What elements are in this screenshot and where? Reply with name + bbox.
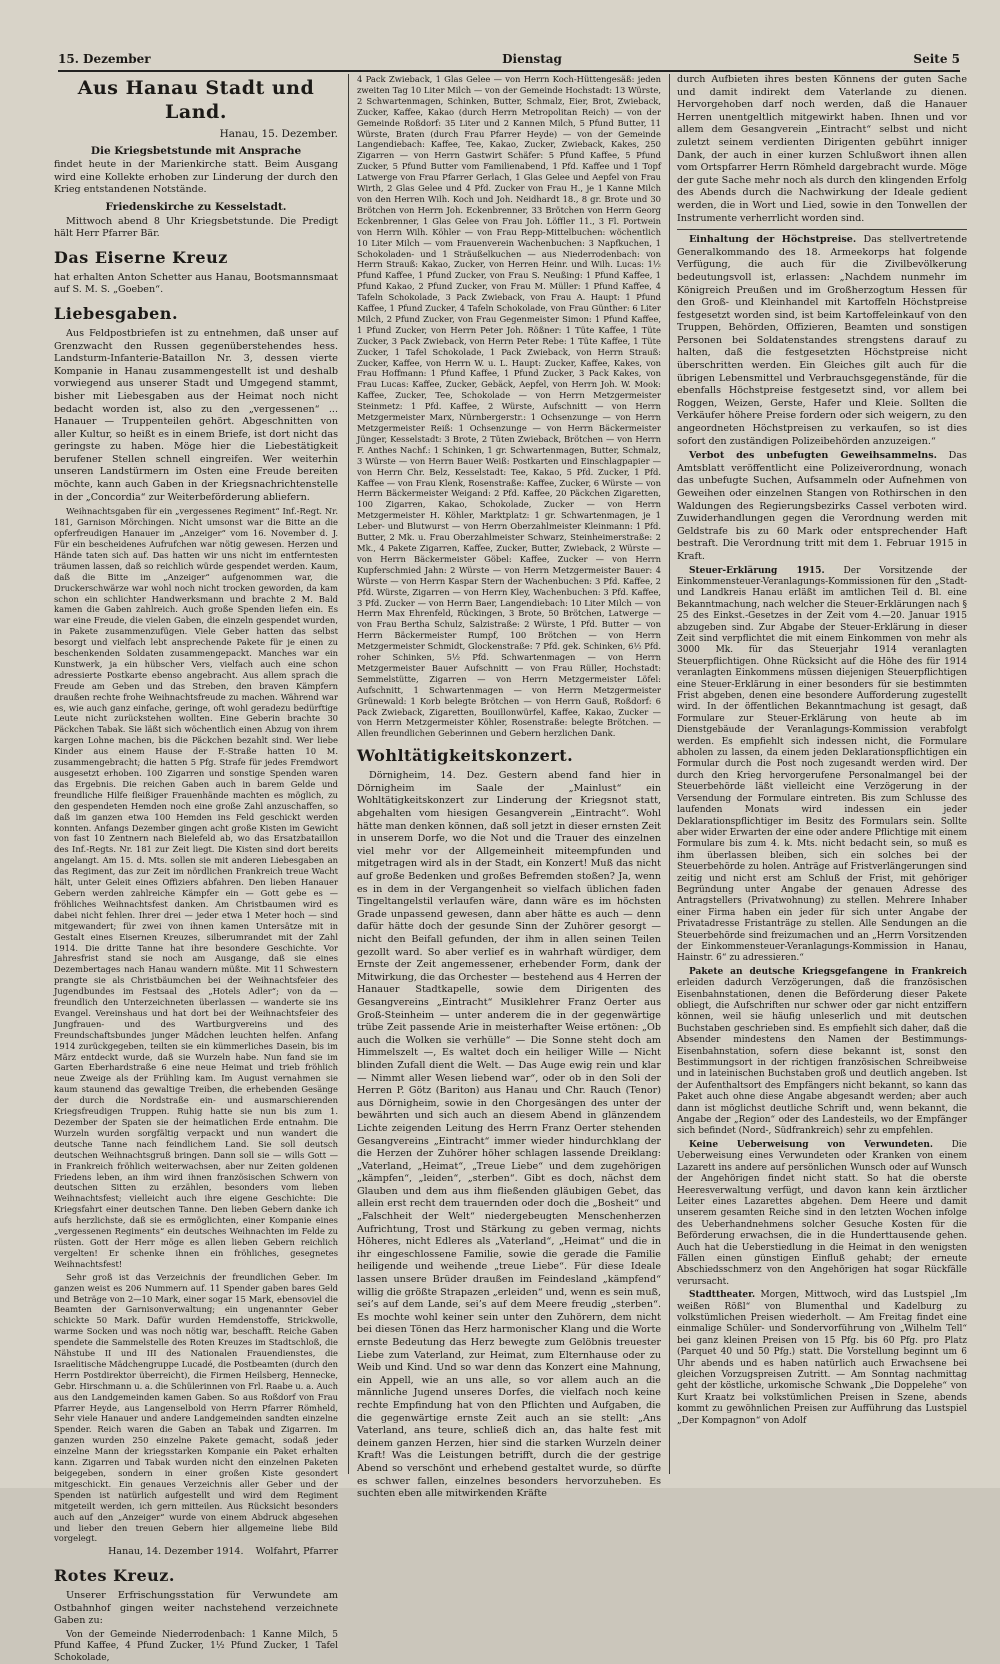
section-title-hanau: Aus Hanau Stadt und Land. [77,77,315,123]
steuer-text: Der Vorsitzende der Einkommensteuer-Veranlagungs-Kommissionen für den „Stadt- und Landkreis Hanau erläßt im amtlichen Teil d. Bl. eine Bekanntmachung, nach welcher die Steuer-Erklärungen nach § 25 des Einkst.-Gesetzes in der Zeit vom 4.—20. Januar 1915 abzugeben sind. Zur Abgabe der Steuer-Erklärung in dieser Zeit sind verpflichtet die mit einem Einkommen von mehr als 3000 Mk. für das Steuerjahr 1914 veranlagten Steuerpflichtigen. Ohne Rücksicht auf die Höhe des für 1914 veranlagten Einkommens müssen diejenigen Steuerpflichtigen eine Steuer-Erklärung in einer besonders für sie bestimmten Frist abgeben, denen eine besondere Aufforderung zugestellt wird. In der öffentlichen Bekanntmachung ist gesagt, daß Formulare zur Steuer-Erklärung von heute ab im Dienstgebäude der Veranlagungs-Kommission verabfolgt werden. Es empfiehlt sich indessen nicht, die Formulare abholen zu lassen, da einem jeden Deklarationspflichtigen ein Formular durch die Post noch zugesandt werden wird. Der durch den Krieg hervorgerufene Personalmangel bei der Steuerbehörde läßt vielleicht eine Verzögerung in der Versendung der Formulare eintreten. Bis zum Schlusse des laufenden Monats wird indessen ein jeder Deklarationspflichtiger im Besitz des Formulars sein. Sollte aber wider Erwarten der eine oder andere Pflichtige mit einem Formulare bis zum 4. k. Mts. nicht bedacht sein, so muß es ihm überlassen bleiben, sich ein solches bei der Steuerbehörde zu holen. Anträge auf Fristverlängerungen sind zeitig und nicht erst am Schluß der Frist, mit gehöriger Begründung unter Angabe der genauen Adresse des Antragstellers (Privatwohnung) zu stellen. Mehrere Inhaber einer Firma haben ein jeder für sich unter Angabe der Privatadresse Fristanträge zu stellen. Alle Sendungen an die Steuerbehörde sind freizumachen und an „Herrn Vorsitzenden der Einkommensteuer-Veranlagungs-Kommission in Hanau, Hainstr. 6“ zu adressieren.“ [677,565,967,964]
geweih-item [677,450,967,563]
hoechstpreise-text: Das stellvertretende Generalkommando des 18. Armeekorps hat folgende Verfügung, die auch für die Zivilbevölkerung bedeutungsvoll ist, erlassen: „Nachdem nunmehr im Königreich Preußen und im Großherzogtum Hessen für den Groß- und Kleinhandel mit Kartoffeln Höchstpreise festgesetzt worden sind, ist beim Kartoffeleinkauf von den Truppen, Behörden, Offizieren, Beamten und sonstigen Personen bei Soldatenstandes strengstens darauf zu halten, daß die festgesetzten Höchstpreise nicht überschritten werden. Ein Gleiches gilt auch für die übrigen Lebensmittel und Verbrauchsgegenstände, für die ebenfalls Höchstpreise festgesetzt sind, vor allem bei Roggen, Weizen, Gerste, Hafer und Kleie. Sollten die Verkäufer höhere Preise fordern oder sich weigern, zu den angeordneten Höchstpreisen zu verkaufen, so ist dies sofort den zuständigen Polizeibehörden anzuzeigen.“ [677,234,967,447]
eisernes-kreuz-text: hat erhalten Anton Schetter aus Hanau, Bootsmannsmaat auf S. M. S. „Goeben“. [54,271,338,296]
theater-text: Morgen, Mittwoch, wird das Lustspiel „Im weißen Rößl“ von Blumenthal und Kadelburg zu volkstümlichen Preisen wiederholt. — Am Freitag findet eine einmalige Schüler- und Sondervorführung von „Wilhelm Tell“ bei ganz kleinen Preisen von 15 Pfg. bis 60 Pfg. pro Platz (Parquet 40 und 50 Pfg.) statt. Die Vorstellung beginnt um 6 Uhr abends und es haben natürlich auch Erwachsene bei gleichen Vorzugspreisen Zutritt. — Am Sonntag nachmittag geht der köstliche, urkomische Schwank „Die Doppelehe“ von Kurt Kraatz bei volkstümlichen Preisen in Szene, abends kommt zu gewöhnlichen Preisen zur Aufführung das Lustspiel „Der Kompagnon“ von Adolf [677,1290,967,1426]
column-3 [677,74,967,1474]
rotes-kreuz-heading: Rotes Kreuz. [54,1565,175,1585]
liebesgaben-paragraph-2: Weihnachtsgaben für ein „vergessenes Regiment“ Inf.-Regt. Nr. 181, Garnison Mörchingen. Nicht umsonst war die Bitte an die opferfreudigen Hanauer im „Anzeiger“ vom 16. November d. J. Für ein bescheidenes Aufrufchen war nötig gewesen. Herzen und Hände taten sich auf. Das hatten wir uns nicht im entferntesten träumen lassen, daß so reichlich würde gespendet werden. Kaum, daß die Bitte im „Anzeiger“ aufgenommen war, die Druckerschwärze war wohl noch nicht trocken geworden, da kam schon ein schlichter Handwerksmann und brachte 2 M. Bald kamen die Gaben zahlreich. Auch große Spenden liefen ein. Es war eine Freude, die vielen Gaben, die einzeln gespendet wurden, in Pakete zusammenzufügen. Viele Geber hatten das selbst besorgt und vielfach lebt ansprechende Pakete für je einen zu beschenkenden Soldaten zusammengepackt. Manches war ein Kunstwerk, ja ein hübscher Vers, vielfach auch eine schon adressierte Postkarte ebenso angebracht. Aus allem sprach die Freude am Geben und das Streben, den braven Kämpfern draußen rechte frohe Weihnachtsfreude zu machen. Während war es, wie auch ganz einfache, geringe, oft wohl geradezu bedürftige Leute nicht zurückstehen wollten. Eine Geberin brachte 30 Päckchen Tabak. Sie läßt sich wöchentlich einen Abzug von ihrem kargen Lohne machen, bis die Päckchen bezahlt sind. Wer liebe Kinder aus einem Hause der F.-Straße hatten 10 M. zusammengebracht; die hatten 5 Pfg. Strafe für jedes Fremdwort ausgesetzt erhoben. 100 Zigarren und sonstige Spenden waren das Ergebnis. Die reichen Gaben auch in barem Gelde und freundliche Hilfe fleißiger Frauenhände machten es möglich, zu den gespendeten Hemden noch eine große Zahl anzuschaffen, so daß im ganzen etwa 100 Hemden ins Feld geschickt werden konnten. Anfangs Dezember gingen acht große Kisten im Gewicht von fast 10 Zentnern nach Bielefeld ab, wo das Ersatzbataillon des Inf.-Regts. Nr. 181 zur Zeit liegt. Die Kisten sind dort bereits angelangt. Am 15. d. Mts. sollen sie mit anderen Liebesgaben an das Regiment, das zur Zeit im nördlichen Frankreich treue Wacht hält, unter Geleit eines Offiziers abfahren. Den lieben Hanauer Gebern werden zahlreiche Kämpfer ein — Gott gebe es — fröhliches Weihnachtsfest danken. Am Christbaumen wird es dabei nicht fehlen. Ihrer drei — jeder etwa 1 Meter hoch — sind mitgewandert; für zwei von ihnen kamen Untersätze mit in Gestalt eines Eisernen Kreuzes, silberumrandet mit der Zahl 1914. Die dritte Tanne hat ihre besondere Geschichte. Vor Jahresfrist stand sie noch am Ausgange, daß sie eines Dezembertages nach Hanau wandern müßte. Mit 11 Schwestern prangte sie als Christbäumchen bei der Weihnachtsfeier des Jugendbundes im Festsaal des „Hotels Adler“; von da — freundlich den Unterzeichneten überlassen — wanderte sie ins Evangel. Vereinshaus und hat dort bei der Weihnachtsfeier des Jungfrauen- und des Wartburgvereins und des Freundschaftsbundes junger Mädchen leuchten helfen. Anfang 1914 zurückgegeben, teilten sie ein kümmerliches Dasein, bis im März entdeckt wurde, daß sie Wurzeln habe. Nun fand sie im Garten Eberhardstraße 6 eine neue Heimat und trieb fröhlich neue Zweige als der Frühling kam. Im August vernahmen sie kaum staunend das gewaltige Treiben, die erhebenden Gesänge der durch die Nordstraße ein- und ausmarschierenden Kriegsfreudigen Truppen. Ruhig hatte sie nun bis zum 1. Dezember der Spaten sie der heimatlichen Erde entnahm. Die Wurzeln wurden sorgfältig verpackt und nun wandert die deutsche Tanne nach feindlichem Land. Sie soll deutsch deutschen Weihnachtsgruß bringen. Dann soll sie — wills Gott — in Frankreich fröhlich weiterwachsen, aber nur Zeiten goldenen Friedens leben, an ihm wird ihnen französischen Schwern von deutschen Sitten zu erzählen, besonders vom lieben Weihnachtsfest; vielleicht auch ihre eigene Geschichte: Die Kriegsfahrt einer deutschen Tanne. Den lieben Gebern danke ich aufs herzlichste, daß sie es ermöglichten, einer Kompanie eines „vergessenen Regiments“ ein deutsches Weihnachten im Felde zu rüsten. Gott der Herr möge es allen lieben Gebern reichlich vergelten! Er schenke ihnen ein fröhliches, gesegnetes Weihnachtsfest! [54,506,338,1269]
liebesgaben-paragraph-3: Sehr groß ist das Verzeichnis der freundlichen Geber. Im ganzen weist es 206 Nummern auf. 11 Spender gaben bares Geld und Beträge von 2—10 Mark, einer sogar 15 Mark, ebensoviel die Beamten der Garnisonverwaltung; ein ungenannter Geber schickte 50 Mark. Dafür wurden Hemdenstoffe, Strickwolle, warme Socken und was noch nötig war, beschafft. Reiche Gaben spendete die Sammelstelle des Roten Kreuzes im Stadtschloß, die Nähstube II und III des Nationalen Frauendienstes, die Israelitische Mädchengruppe Lucadé, die Postbeamten (durch den Herrn Postdirektor überreicht), die Firmen Heilsberg, Hennecke, Gebr. Hirschmann u. a. die Schülerinnen von Frl. Raabe u. a. Auch aus den Landgemeinden kamen Gaben. So aus Roßdorf von Frau Pfarrer Heyde, aus Langenselbold von Herrn Pfarrer Römheld, Sehr viele Hanauer und andere Landgemeinden sandten einzelne Spender. Reich waren die Gaben an Tabak und Zigarren. Im ganzen wurden 250 einzelne Pakete gemacht, sodaß jeder einzelne Mann der kriegsstarken Kompanie ein Paket erhalten kann. Zigarren und Tabak wurden nicht den einzelnen Paketen beigegeben, sondern in einer großen Kiste gesondert mitgeschickt. Ein genaues Verzeichnis aller Geber und der Spenden ist natürlich aufgestellt und wird dem Regiment mitgeteilt werden, ich gern mitteilen. Aus Rücksicht besonders auch auf den „Anzeiger“ wurde von einem Abdruck abgesehen und lieber den treuen Gebern hier allgemeine liebe Bild vorgelegt. [54,1271,338,1544]
konzert-heading: Wohltätigkeitskonzert. [357,746,574,766]
column-divider-1 [348,74,349,1474]
signature-name: Wolfahrt, Pfarrer [255,1546,338,1558]
hoechstpreise-item [677,234,967,448]
pakete-heading: Pakete an deutsche Kriegsgefangene in Frankreich [689,966,967,977]
column-1 [54,74,338,1663]
geweih-heading: Verbot des unbefugten Geweihsammelns. [689,450,937,462]
steuer-item [677,566,967,965]
konzert-text: Dörnigheim, 14. Dez. Gestern abend fand hier in Dörnigheim im Saale der „Mainlust“ ein Wohltätigkeitskonzert zur Linderung der Kriegsnot statt, abgehalten vom hiesigen Gesangverein „Eintracht“. Wohl hätte man denken können, daß soll jetzt in dieser ernsten Zeit in unserem Dorfe, wo die Not und die Trauer des einzelnen viel mehr vor der Allgemeinheit miteempfunden und mitgetragen wird als in der Stadt, ein Konzert! Muß das nicht auf große Bedenken und großes Befremden stoßen? Ja, wenn es in dem in der Vergangenheit so vielfach üblichen faden Tingeltangelstil verlaufen wäre, dann wäre es im höchsten Grade unpassend gewesen, dann aber hätte es auch — denn dafür hätte doch der gesunde Sinn der Zuhörer gesorgt — nicht den Beifall gefunden, der ihm in allen seinen Teilen gezollt ward. So aber verlief es in wahrhaft würdiger, dem Ernste der Zeit angemessener, erhebender Form, dank der Mitwirkung, die das Orchester — bestehend aus 4 Herren der Hanauer Stadtkapelle, sowie dem Dirigenten des Gesangvereins „Eintracht“ Musiklehrer Franz Oerter aus Groß-Steinheim — unter anderem die in der gegenwärtige trübe Zeit passende Arie in meisterhafter Weise ertönen: „Ob auch die Wolken sie verhülle“ — Die Sonne steht doch am Himmelszelt —, Es waltet doch ein heiliger Wille — Nicht blinden Zufall dient die Welt. — Das Auge ewig rein und klar — Nimmt aller Wesen liebend war“, oder ob in den Soli der Herren P. Götz (Bariton) aus Hanau und Chr. Rauch (Tenor) aus Dörnigheim, sowie in den Chorgesängen des unter der bewährten und sich auch an diesem Abend in glänzendem Lichte zeigenden Leitung des Herrn Franz Oerter stehenden Gesangvereins „Eintracht“ immer wieder hindurchklang der die Herzen der Zuhörer höher schlagen lassende Dreiklang: „Vaterland, „Heimat“, „Treue Liebe“ und dem zugehörigen „kämpfen“, „leiden“, „sterben“. Gibt es doch, nächst dem Glauben und dem aus ihm fließenden gläubigen Gebet, das allein erst recht dem trauernden oder doch die „Bosheit“ und „Falschheit der Welt“ niedergebeugten Menschenherzen Aufrichtung, Trost und Stärkung zu geben vermag, nichts Höheres, nicht Edleres als „Vaterland“, „Heimat“ und die in ihr eingeschlossene Familie, sowie die gerade die Familie heiligende und weihende „treue Liebe“. Für diese Ideale lassen unsere Brüder draußen im Feindesland „kämpfend“ willig die größte Strapazen „erleiden“ und, wenn es sein muß, sei’s auf dem Lande, sei’s auf dem Meere freudig „sterben“. Es mochte wohl keiner sein unter den Zuhörern, dem nicht bei diesen Tönen das Herz harmonischer Klang und die Worte ernste Bedeutung das Herz bewegte zum Gelöbnis treuester Liebe zum Vaterland, zur Heimat, zum Elternhause oder zu Weib und Kind. Und so war denn das Konzert eine Mahnung, ein Appell, wie an uns alle, so vor allem auch an die männliche Jugend unseres Dorfes, die vielfach noch keine rechte Empfindung hat von den Pflichten und Aufgaben, die die gegenwärtige ernste Zeit auch an sie stellt: „Ans Vaterland, ans teure, schließ dich an, das halte fest mit deinem ganzen Herzen, hier sind die starken Wurzeln deiner Kraft! Was die Leistungen betrifft, durch die der gestrige Abend so verschönt und erhebend gestaltet wurde, so dürfte es schwer fallen, einzelnes besonders hervorzuheben. Es suchten eben alle mitwirkenden Kräfte [357,770,661,1500]
kriegsbetstunde-heading: Die Kriegsbetstunde mit Ansprache [90,144,302,157]
ueberweisung-text: Die Ueberweisung eines Verwundeten oder Kranken von einem Lazarett ins andere auf persönlichen Wunsch oder auf Wunsch der Angehörigen findet nicht statt. So hat die oberste Heeresverwaltung verfügt, und davon kann kein ärztlicher Leiter eines Lazarettes abgehen. Dem Heere und damit unserem gesamten Reiche sind in den letzten Wochen infolge des Ueberhandnehmens solcher Gesuche Kosten für die Beförderung erwachsen, die in die Hunderttausende gehen. Auch hat die Ueberstiedlung in die Heimat in den wenigsten Fällen einen günstigen Einfluß gehabt; der erneute Abschiedsschmerz von den Angehörigen hat sogar Rückfälle verursacht. [677,1139,967,1287]
eisernes-kreuz-heading: Das Eiserne Kreuz [54,247,228,267]
liebesgaben-paragraph-1: Aus Feldpostbriefen ist zu entnehmen, daß unser auf Grenzwacht den Russen gegenüberstehendes hess. Landsturm-Infanterie-Bataillon Nr. 3, dessen vierte Kompanie in Hanau zusammengestellt ist und deshalb vorwiegend aus unserer Stadt und Umgegend stammt, bisher mit Liebesgaben aus der Heimat noch nicht bedacht worden ist, also zu den „vergessenen“ ... Hanauer — Truppenteilen gehört. Abgeschnitten von aller Kultur, so heißt es in einem Briefe, ist dort nicht das geringste zu haben. Möge hier die Liebestätigkeit berufener Stellen schnell eingreifen. Wer weiterhin unseren Landstürmern im Osten eine Freude bereiten möchte, kann auch Gaben in der Kriegsnachrichtenstelle in der „Concordia“ zur Weiterbeförderung abliefern. [54,327,338,503]
donations-list: 4 Pack Zwieback, 1 Glas Gelee — von Herrn Koch-Hüttengesäß: jeden zweiten Tag 10 Liter Milch — von der Gemeinde Hochstadt: 13 Würste, 2 Schwartenmagen, Schinken, Butter, Schmalz, Eier, Brot, Zwieback, Zucker, Kaffee, Kakao (durch Herrn Metropolitan Reich) — von der Gemeinde Roßdorf: 35 Liter und 2 Kannen Milch, 5 Pfund Butter, 11 Würste, Braten (durch Frau Pfarrer Heyde) — von der Gemeinde Langendiebach: Kaffee, Tee, Kakao, Zucker, Zwieback, Kakes, 250 Zigarren — von Herrn Gastwirt Schäfer: 5 Pfund Kaffee, 5 Pfund Zucker, 5 Pfund Butter vom Familienabend, 1 Pfd. Kaffee und 1 Topf Latwerge von Frau Pfarrer Gerlach, 1 Glas Gelee und Aepfel von Frau Wirth, 2 Glas Gelee und 4 Pfd. Zucker von Frau H., je 1 Kanne Milch von den Herren Wilh. Koch und Joh. Neidhardt 18., 8 gr. Brote und 30 Brötchen von Herrn Joh. Eckenbrenner, 33 Brötchen von Herrn Georg Eckenbrenner, 1 Glas Gelee von Frau Joh. Löffler 11., 3 Fl. Portwein von Herrn Wilh. Köhler — von Frau Repp-Mittelbuchen: wöchentlich 10 Liter Milch — vom Frauenverein Wachenbuchen: 3 Napfkuchen, 1 Schokoladen- und 1 Sträußelkuchen — aus Niederrodenbach: von Herrn Strauß: Kakao, Zucker, von Herren Heinr. und Wilh. Lucas: 1½ Pfund Kaffee, 1 Pfund Zucker, von Frau S. Neußing: 1 Pfund Kaffee, 1 Pfund Kakao, 2 Pfund Zucker, von Frau M. Müller: 1 Pfund Kaffee, 4 Tafeln Schokolade, 3 Pack Zwieback, von Frau A. Haupt: 1 Pfund Kaffee, 1 Pfund Zucker, 4 Tafeln Schokolade, von Frau Günther: 6 Liter Milch, 2 Pfund Zucker, von Frau Gegenmeister Simon: 1 Pfund Kaffee, 1 Pfund Zucker, von Herrn Peter Joh. Rößner: 1 Tüte Kaffee, 1 Tüte Zucker, 3 Pack Zwieback, von Herrn Peter Rebe: 1 Tüte Kaffee, 1 Tüte Zucker, 1 Tafel Schokolade, 1 Pack Zwieback, von Herrn Strauß: Zucker, Kaffee, von Herrn W. u. L. Haupt: Zucker, Kaffee, Kakes, von Frau Hoffmann: 1 Pfund Kaffee, 1 Pfund Zucker, 3 Pack Kakes, von Frau Lucas: Kaffee, Zucker, Gebäck, Aepfel, von Herrn Joh. W. Mook: Kaffee, Zucker, Tee, Schokolade — von Herrn Metzgermeister Steinmetz: 1 Pfd. Kaffee, 2 Würste, Aufschnitt — von Herrn Metzgermeister Marx, Nürnbergerstr.: 1 Ochsenzunge — von Herrn Metzgermeister Reiß: 1 Ochsenzunge — von Herrn Bäckermeister Jünger, Kesselstadt: 3 Brote, 2 Tüten Zwieback, Brötchen — von Herrn F. Anthes Nachf.: 1 Schinken, 1 gr. Schwartenmagen, Butter, Schmalz, 3 Würste — von Herrn Bauer Weiß: Postkarten und Einschlagpapier — von Herrn Chr. Belz, Kesselstadt: Tee, Kakao, 5 Pfd. Zucker, 1 Pfd. Kaffee — von Frau Klenk, Rosenstraße: Kaffee, Zucker, 6 Würste — von Herrn Bäckermeister Weigand: 2 Pfd. Kaffee, 20 Päckchen Zigaretten, 100 Zigarren, Kakao, Schokolade, Zucker — von Herrn Metzgermeister H. Köhler, Marktplatz: 1 gr. Schwartenmagen, je 1 Leber- und Blutwurst — von Herrn Oberzahlmeister Kleinmann: 1 Pfd. Butter, 2 Mk. u. Frau Oberzahlmeister Schwarz, Steinheimerstraße: 2 Mk., 4 Pakete Zigarren, Kaffee, Zucker, Butter, Zwieback, 2 Würste — von Herrn Bäckermeister Göbel: Kaffee, Zucker — von Herrn Kupferschmied Jahn: 2 Würste — von Herrn Metzgermeister Bauer: 4 Würste — von Herrn Kaspar Stern der Wachenbuchen: 3 Pfd. Kaffee, 2 Pfd. Würste, Zigarren — von Herrn Kley, Wachenbuchen: 3 Pfd. Kaffee, 3 Pfd. Zucker — von Herrn Baer, Langendiebach: 10 Liter Milch — von Herrn Max Ehrenfeld, Rückingen, 3 Brote, 50 Brötchen, Latwerge — von Frau Bertha Schulz, Salzistraße: 2 Würste, 1 Pfd. Butter — von Herrn Bäckermeister Rumpf, 100 Brötchen — von Herrn Metzgermeister Schmidt, Glockenstraße: 7 Pfd. gek. Schinken, 6½ Pfd. roher Schinken, 5½ Pfd. Schwartenmagen — von Herrn Metzgermeister Bauer Aufschnitt — von Frau Rüller, Hochstadt: Semmelstütte, Zigarren — von Herrn Metzgermeister Löfel: Aufschnitt, 1 Schwartenmagen — von Herrn Metzgermeister Grünewald: 1 Korb belegte Brötchen — von Herrn Gauß, Roßdorf: 6 Pack Zwieback, Zigaretten, Bouillonwürfel, Kaffee, Kakao, Zucker — von Herrn Metzgermeister Köhler, Rosenstraße: belegte Brötchen. — Allen freundlichen Geberinnen und Gebern herzlichen Dank. [357,74,661,739]
header-weekday: Dienstag [502,52,562,66]
liebesgaben-signature [54,1546,338,1559]
column-2 [357,74,661,1500]
header-page-number: Seite 5 [913,52,960,66]
rotes-kreuz-paragraph-1: Unserer Erfrischungsstation für Verwundete am Ostbahnhof gingen weiter nachstehend verzeichnete Gaben zu: [54,1589,338,1627]
theater-heading: Stadttheater. [689,1290,756,1301]
theater-item [677,1290,967,1427]
ueberweisung-item [677,1140,967,1288]
konzert-continuation: durch Aufbieten ihres besten Könnens der guten Sache und damit indirekt dem Vaterlande zu dienen. Hervorgehoben darf noch werden, daß die Hanauer Herren unentgeltlich mitgewirkt haben. Ihnen und vor allem dem Gesangverein „Eintracht“ selbst und nicht zuletzt seinem verdienten Dirigenten gebührt inniger Dank, der auch in einer kurzen Schlußwort ihnen allen vom Ortspfarrer Herrn Römheld dargebracht wurde. Möge der gute Sache mehr noch als durch den klingenden Erfolg des Abends durch die Nachwirkung der Ideale gedient werden, die in Wort und Lied, sowie in den Tonwellen der Instrumente verherrlicht worden sind. [677,74,967,224]
steuer-heading: Steuer-Erklärung 1915. [689,565,825,576]
column-divider-2 [669,74,670,1474]
signature-place: Hanau, 14. Dezember 1914. [108,1546,244,1558]
pakete-item [677,967,967,1138]
geweih-text: Das Amtsblatt veröffentlicht eine Polizeiverordnung, wonach das unbefugte Suchen, Aufsammeln oder Aufnehmen von Geweihen oder einzelnen Stangen von Rothirschen in den Waldungen des Regierungsbezirks Cassel verboten wird. Zuwiderhandlungen gegen die Verordnung werden mit Geldstrafe bis zu 60 Mark oder entsprechender Haft bestraft. Die Verordnung tritt mit dem 1. Februar 1915 in Kraft. [677,450,967,562]
separator [677,229,967,230]
liebesgaben-heading: Liebesgaben. [54,303,179,323]
kriegsbetstunde-text: findet heute in der Marienkirche statt. Beim Ausgang wird eine Kollekte erhoben zur Linderung der durch den Krieg entstandenen Notstände. [54,159,338,196]
pakete-text: erleiden dadurch Verzögerungen, daß die französischen Eisenbahnstationen, denen die Beförderung dieser Pakete obliegt, die Aufschriften nur schwer oder gar nicht entziffern können, weil sie häufig unleserlich und mit deutschen Buchstaben geschrieben sind. Es empfiehlt sich daher, daß die Absender mindestens den Namen der Bestimmungs-Eisenbahnstation, sofern diese bekannt ist, sonst den Bestimmungsort in der richtigen französischen Schreibweise und in lateinischen Buchstaben groß und deutlich angeben. Ist der Aufenthaltsort des Empfängers nicht bekannt, so kann das Paket auch ohne diese Angabe abgesandt werden; aber auch dann ist möglichst deutliche Schrift und, wenn bekannt, die Angabe der „Region“ oder des Landesteils, wo der Empfänger sich befindet (Nord-, Südfrankreich) sehr zu empfehlen. [677,978,967,1137]
rotes-kreuz-paragraph-2: Von der Gemeinde Niederrodenbach: 1 Kanne Milch, 5 Pfund Kaffee, 4 Pfund Zucker, 1½ Pfund Zucker, 1 Tafel Schokolade, [54,1629,338,1663]
header-date: 15. Dezember [58,52,151,66]
dateline: Hanau, 15. Dezember. [219,128,338,140]
ueberweisung-heading: Keine Ueberweisung von Verwundeten. [689,1139,934,1150]
friedenskirche-heading: Friedenskirche zu Kesselstadt. [105,200,287,213]
hoechstpreise-heading: Einhaltung der Höchstpreise. [689,234,857,246]
friedenskirche-text: Mittwoch abend 8 Uhr Kriegsbetstunde. Die Predigt hält Herr Pfarrer Bär. [54,215,338,240]
page-header [58,48,960,72]
